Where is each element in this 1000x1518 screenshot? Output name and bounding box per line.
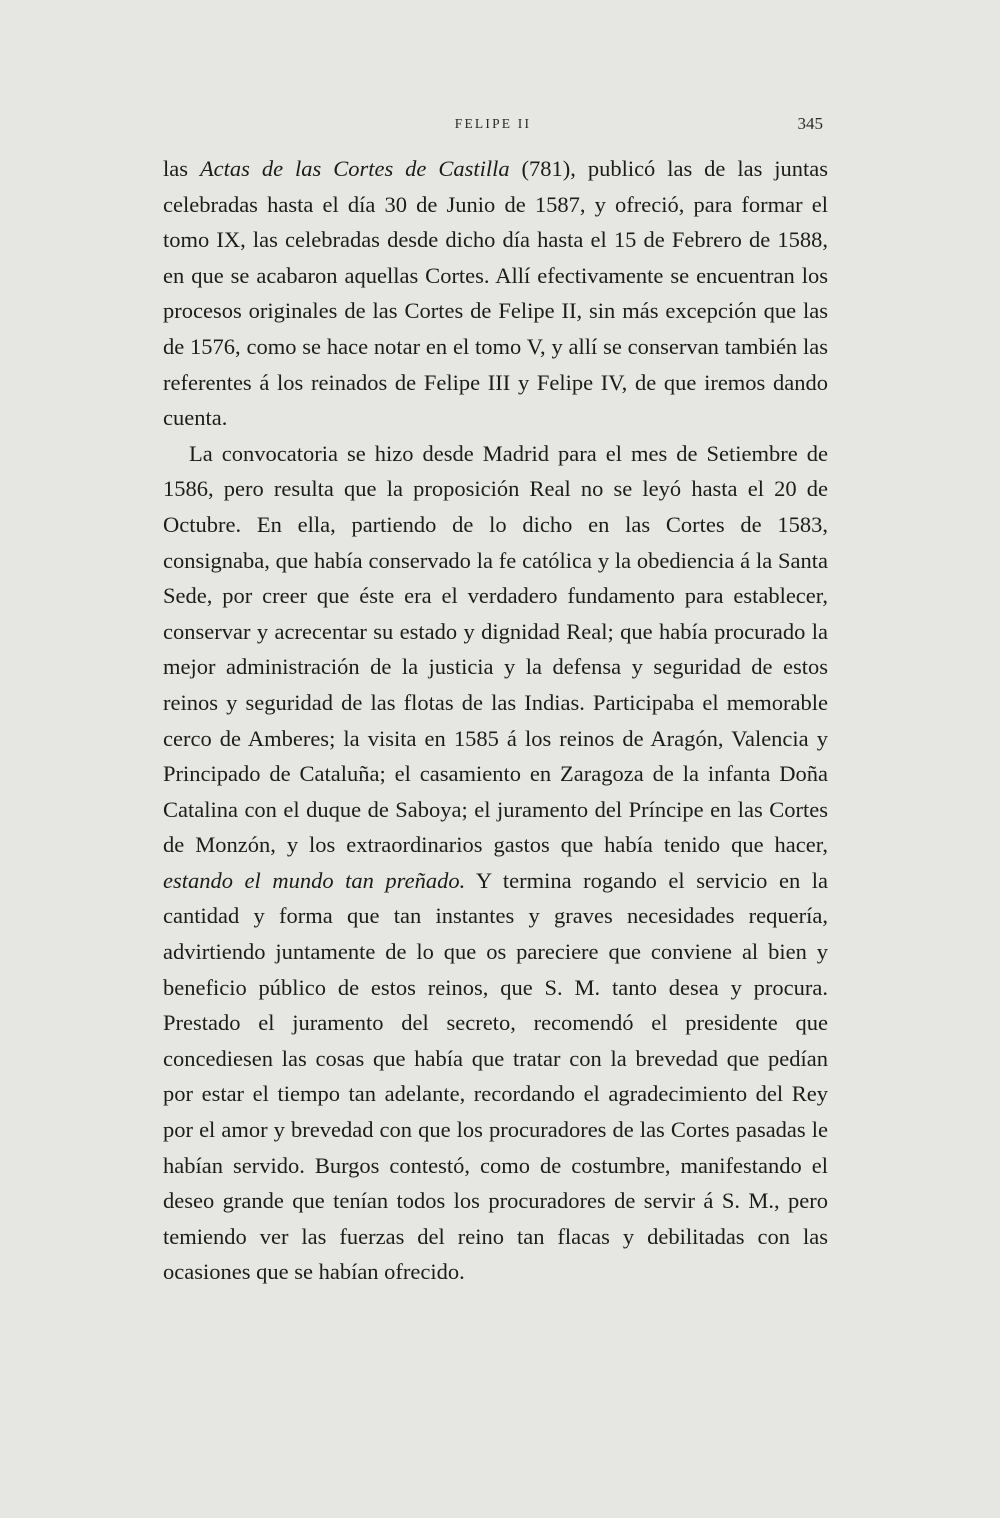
italic-quote-mundo: estando el mundo tan preñado.: [163, 867, 466, 893]
italic-title-actas: Actas de las Cortes de Castilla: [199, 156, 510, 181]
paragraph-2-text-rest: Y termina rogando el servicio en la cantidad y forma que tan instantes y graves necesidades requería, advirtiendo juntamente de lo que os pareciere que conviene al bien y beneficio público de estos reinos, que S. M. tanto desea y procura. Prestado el juramento del secreto, recomendó el presidente que concediesen las cosas que había que tratar con la brevedad que pedían por estar el tiempo tan adelante, recordando el agradecimiento del Rey por el amor y brevedad con que los procuradores de las Cortes pasadas le habían servido. Burgos contestó, como de costumbre, manifestando el deseo grande que tenían todos los procuradores de servir á S. M., pero temiendo ver las fuerzas del reino tan flacas y debilitadas con las ocasiones que se habían ofrecido.: [163, 867, 828, 1285]
running-title: FELIPE II: [454, 116, 532, 131]
paragraph-1-text-start: las: [163, 156, 200, 181]
paragraph-1: [163, 151, 828, 436]
running-header: [163, 116, 823, 140]
paragraph-2-text-start: La convocatoria se hizo desde Madrid para el mes de Setiembre de 1586, pero resulta que la proposición Real no se leyó hasta el 20 de Octubre. En ella, partiendo de lo dicho en las Cortes de 1583, consignaba, que había conservado la fe católica y la obediencia á la Santa Sede, por creer que éste era el verdadero fundamento para establecer, conservar y acrecentar su estado y dignidad Real; que había procurado la mejor administración de la justicia y la defensa y seguridad de estos reinos y seguridad de las flotas de las Indias. Participaba el memorable cerco de Amberes; la visita en 1585 á los reinos de Aragón, Valencia y Principado de Cataluña; el casamiento en Zaragoza de la infanta Doña Catalina con el duque de Saboya; el juramento del Príncipe en las Cortes de Monzón, y los extraordinarios gastos que había tenido que hacer,: [163, 440, 828, 858]
paragraph-1-text-rest: (781), publicó las de las juntas celebradas hasta el día 30 de Junio de 1587, y ofreció, para formar el tomo IX, las celebradas desde dicho día hasta el 15 de Febrero de 1588, en que se acabaron aquellas Cortes. Allí efectivamente se encuentran los procesos originales de las Cortes de Felipe II, sin más excepción que las de 1576, como se hace notar en el tomo V, y allí se conservan también las referentes á los reinados de Felipe III y Felipe IV, de que iremos dando cuenta.: [163, 156, 828, 431]
body-text: [163, 151, 828, 1290]
paragraph-2: [163, 436, 828, 1290]
page-number: 345: [797, 114, 823, 133]
